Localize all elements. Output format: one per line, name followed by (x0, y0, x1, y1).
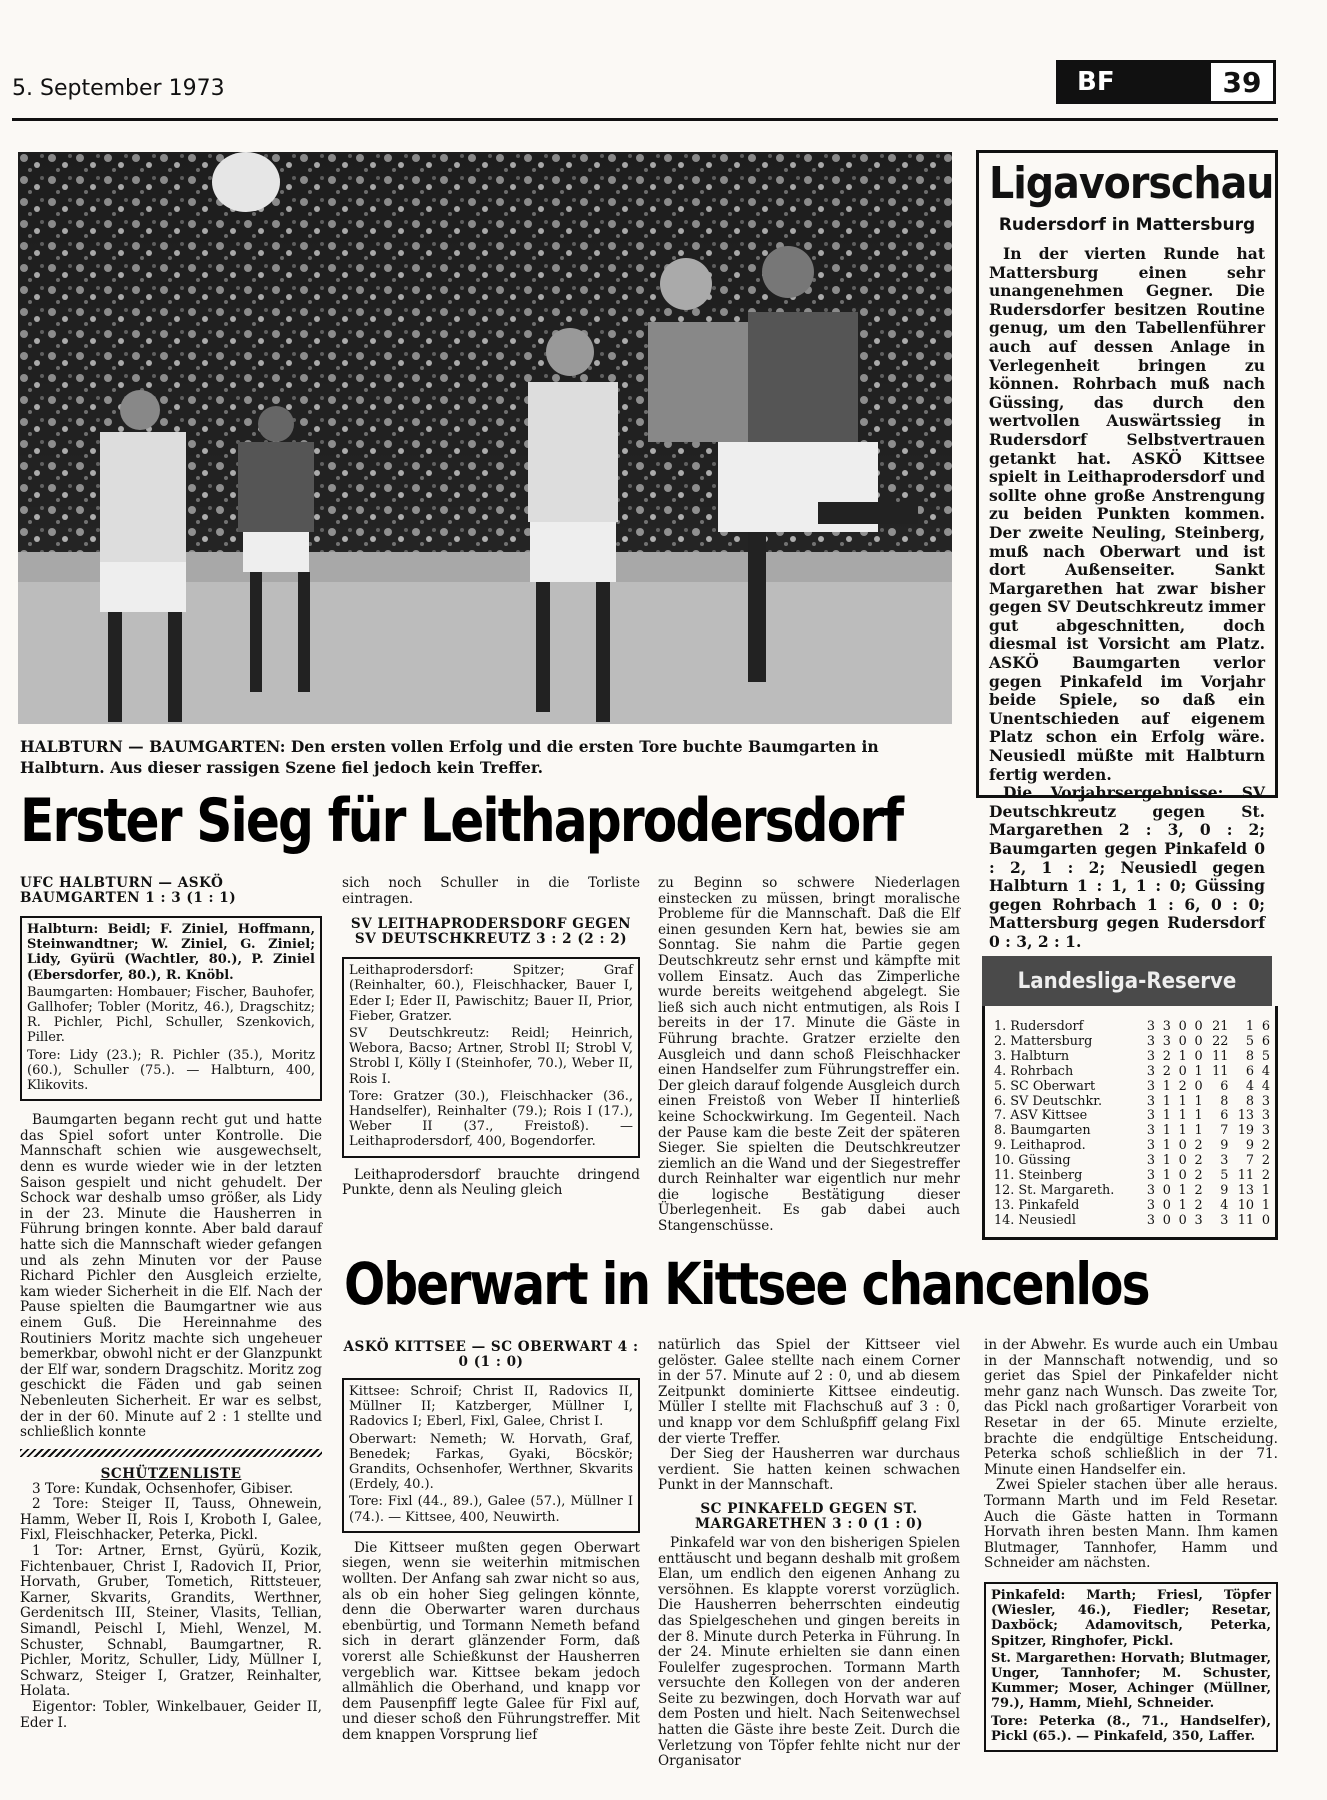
table-cell: 8 (1245, 1048, 1255, 1064)
table-cell: 10 (1237, 1197, 1255, 1213)
table-cell: 3 (1146, 1078, 1156, 1094)
header-rule (12, 118, 1278, 121)
sidebar-ligavorschau (976, 150, 1278, 951)
table-row (994, 1020, 1270, 1035)
table-cell: 4 (1261, 1063, 1270, 1079)
schuetzen-eigentor: Eigentor: Tobler, Winkelbauer, Geider II, Eder I. (20, 1699, 322, 1731)
table-cell: 11 (1237, 1212, 1255, 1228)
table-cell: 4 (1220, 1197, 1229, 1213)
sidebar-paragraph-1: In der vierten Runde hat Mattersburg einen sehr unangenehmen Gegner. Die Rudersdorfer besitzen Routine genug, um den Tabellenführer auch auf dessen Anlage in Verlegenheit bringen zu können. Rohrbach muß nach Güssing, das durch den wertvollen Auswärtssieg in Rudersdorf Selbstvertrauen getankt hat. ASKÖ Kittsee spielt in Leithaprodersdorf und sollte ohne große Anstrengung zu beiden Punkten kommen. Der zweite Neuling, Steinberg, muß nach Oberwart und ist dort Außenseiter. Sankt Margarethen hat zwar bisher gegen SV Deutschkreutz immer gut abgeschnitten, doch diesmal ist Vorsicht am Platz. ASKÖ Baumgarten verlor gegen Pinkafeld im Vorjahr beide Spiele, so daß ein Unentschieden auf eigenem Platz schon ein Erfolg wäre. Neusiedl müßte mit Halbturn fertig werden. (989, 244, 1265, 784)
caption-text: Den ersten vollen Erfolg und die ersten Tore buchte Baumgarten in Halbturn. Aus dieser rassigen Szene fiel jedoch kein Treffer. (20, 737, 879, 777)
table-cell: 3 (1146, 1019, 1156, 1034)
schuetzen-3: 3 Tore: Kundak, Ochsenhofer, Gibiser. (32, 1480, 294, 1497)
table-row (994, 1065, 1270, 1080)
article2-paragraph-1: Die Kittseer mußten gegen Oberwart siegen, wenn sie weiterhin mitmischen wollten. Der Anfang sah zwar nicht so aus, als ob ein hoher Sieg gelingen könnte, denn die Oberwarter waren durchaus ebenbürtig, und Tormann Nemeth befand sich in derart glänzender Form, daß vorerst alle Schießkunst der Hausherren vergeblich war. Kittsee bekam jedoch allmählich die Oberhand, und knapp vor dem Pausenpfiff legte Galee für Fixl auf, und dieser schoß den Führungstreffer. Mit dem knappen Vorsprung lief (342, 1539, 640, 1743)
photo-caption (20, 736, 952, 778)
table-cell: 2 (1261, 1138, 1270, 1154)
team-name: 9. Leithaprod. (994, 1138, 1086, 1154)
table-cell: 3 (1162, 1019, 1171, 1034)
team-name: 11. Steinberg (994, 1168, 1083, 1184)
table-cell: 6 (1261, 1033, 1270, 1049)
table-cell: 0 (1194, 1033, 1203, 1049)
article2-paragraph-2: natürlich das Spiel der Kittseer viel gelöster. Galee stellte nach einem Corner in der 57. Minute auf 2 : 0, und ab diesem Zeitpunkt dominierte Kittsee eindeutig. Müller I stellte mit Flachschuß auf 3 : 0, und knapp vor dem Schlußpfiff gelang Fixl der vierte Treffer. (658, 1337, 960, 1447)
table-cell: 0 (1162, 1197, 1171, 1213)
table-cell: 1 (1162, 1108, 1171, 1124)
table-cell: 8 (1220, 1093, 1229, 1109)
table-cell: 0 (1162, 1182, 1171, 1198)
column-4 (342, 1340, 640, 1744)
table-row (994, 1035, 1270, 1050)
table-row (994, 1109, 1270, 1124)
lineup-kittsee: Kittsee: Schroif; Christ II, Radovics II, Müllner II; Katzberger, Müllner I, Radovics I; Eberl, Fixl, Galee, Christ I. (349, 1384, 633, 1430)
lineup-box-halbturn (20, 916, 322, 1101)
column-1 (20, 876, 322, 1731)
table-cell: 1 (1162, 1138, 1171, 1154)
sidebar-title: Ligavorschau (989, 158, 1274, 209)
table-cell: 4 (1261, 1078, 1270, 1094)
table-cell: 3 (1261, 1108, 1270, 1124)
table-cell: 7 (1220, 1123, 1229, 1139)
lineup-box-kittsee (342, 1378, 640, 1533)
table-row (994, 1184, 1270, 1199)
article2-paragraph-4b: Zwei Spieler stachen über alle heraus. Tormann Marth und im Feld Resetar. Auch die Gäste hatten in Tormann Horvath ihren besten Mann. Ihm kamen Blutmager, Tannhofer, Hamm und Schneider am nächsten. (984, 1477, 1278, 1572)
table-cell: 0 (1178, 1019, 1187, 1034)
table-cell: 2 (1178, 1078, 1187, 1094)
table-cell: 7 (1245, 1153, 1255, 1169)
table-cell: 5 (1220, 1168, 1229, 1184)
table-cell: 3 (1261, 1093, 1270, 1109)
table-cell: 3 (1146, 1063, 1156, 1079)
goals-halbturn: Tore: Lidy (23.); R. Pichler (35.), Moritz (60.), Schuller (75.). — Halbturn, 400, Klikovits. (27, 1047, 315, 1094)
table-cell: 0 (1178, 1138, 1187, 1154)
article1-paragraph-3: zu Beginn so schwere Niederlagen einstecken zu müssen, bringt moralische Probleme für die Mannschaft. Daß die Elf einen gesunden Kern hat, bewies sie am Sonntag. Sie nahm die Partie gegen Deutschkreutz sehr ernst und kämpfte mit vollem Einsatz. Auch das Zimperliche wurde bereits weitgehend abgelegt. Sie ließ sich auch nicht entmutigen, als Rois I bereits in der 17. Minute die Gäste in Führung brachte. Gratzer erzielte den Ausgleich und dann schoß Fleischhacker einen Handselfer zum Führungstreffer ein. Der gleich darauf folgende Ausgleich durch einen Freistoß von Weber II hinterließ keine Schockwirkung. Im Gegenteil. Nach der Pause kam die beste Zeit der späteren Sieger. Sie spielten die Deutschkreutzer ziemlich an die Wand und der Siegestreffer durch Reinhalter war eigentlich nur mehr die logische Bestätigung dieser Überlegenheit. Es gab dabei auch Stangenschüsse. (658, 875, 960, 1235)
table-cell: 3 (1146, 1197, 1156, 1213)
table-cell: 3 (1261, 1123, 1270, 1139)
match-title-leitha: SV LEITHAPRODERSDORF GEGEN SV DEUTSCHKREUTZ 3 : 2 (2 : 2) (350, 916, 632, 948)
table-row (994, 1199, 1270, 1214)
table-cell: 2 (1162, 1063, 1171, 1079)
table-cell: 0 (1178, 1063, 1187, 1079)
article2-paragraph-3: Pinkafeld war von den bisherigen Spielen enttäuscht und begann deshalb mit großem Elan, um endlich den eigenen Anhang zu versöhnen. Es klappte vorerst vorzüglich. Die Hausherren beherrschten eindeutig das Spielgeschehen und gingen bereits in der 8. Minute durch Peterka in Führung. In der 24. Minute erhielten sie dann einen Foulelfer zugesprochen. Tormann Marth versuchte den Kollegen von der anderen Seite zu bezwingen, doch Horvath war auf dem Posten und hielt. Nach Seitenwechsel hatten die Gäste ihre beste Zeit. Durch die Verletzung von Töpfer fehlte nicht nur der Organisator (658, 1534, 961, 1770)
team-name: 7. ASV Kittsee (994, 1108, 1088, 1124)
table-cell: 6 (1220, 1078, 1229, 1094)
table-cell: 0 (1178, 1153, 1187, 1169)
table-cell: 2 (1194, 1138, 1203, 1154)
table-cell: 3 (1146, 1182, 1156, 1198)
team-name: 10. Güssing (994, 1153, 1071, 1169)
table-cell: 3 (1146, 1048, 1156, 1064)
article1-continued (342, 876, 640, 907)
team-name: 5. SC Oberwart (994, 1078, 1096, 1094)
table-cell: 9 (1220, 1182, 1229, 1198)
team-name: 13. Pinkafeld (994, 1197, 1080, 1213)
table-cell: 11 (1212, 1063, 1229, 1079)
table-cell: 1 (1261, 1197, 1270, 1213)
photo-illustration (18, 152, 952, 724)
lineup-oberwart: Oberwart: Nemeth; W. Horvath, Graf, Benedek; Farkas, Gyaki, Böcskör; Grandits, Ochsenhofer, Werthner, Skvarits (Erdely, 40.). (349, 1431, 633, 1493)
lineup-leitha: Leithaprodersdorf: Spitzer; Graf (Reinhalter, 60.), Fleischhacker, Bauer I, Eder I; Eder II, Pawischitz; Bauer II, Prior, Fieber, Gratzer. (349, 963, 633, 1024)
match-title-halbturn: UFC HALBTURN — ASKÖ BAUMGARTEN 1 : 3 (1 : 1) (20, 875, 237, 906)
table-cell: 3 (1220, 1153, 1229, 1169)
headline-oberwart: Oberwart in Kittsee chancenlos (344, 1250, 1149, 1318)
table-cell: 2 (1194, 1182, 1203, 1198)
table-row (994, 1169, 1270, 1184)
table-row (994, 1050, 1270, 1065)
table-cell: 5 (1261, 1048, 1270, 1064)
table-cell: 11 (1237, 1168, 1255, 1184)
caption-lead: HALBTURN — BAUMGARTEN: (20, 737, 286, 756)
table-cell: 8 (1245, 1093, 1255, 1109)
schuetzen-1: 1 Tor: Artner, Ernst, Gyürü, Kozik, Fichtenbauer, Christ I, Radovich II, Prior, Horvath, Gruber, Tometich, Rittsteuer, Karner, Skvarits, Grandits, Werthner, Gerdenitsch III, Steiner, Vlasits, Tellian, Simandl, Peischl I, Miehl, Wenzel, M. Schuster, Schnabl, Baumgartner, R. Pichler, Moritz, Schuller, Lidy, Müllner I, Schwarz, Steiger I, Gratzer, Reinhalter, Holata. (20, 1543, 322, 1700)
table-cell: 22 (1212, 1033, 1229, 1049)
table-cell: 1 (1194, 1108, 1203, 1124)
table-cell: 1 (1194, 1123, 1203, 1139)
lineup-st-margarethen: St. Margarethen: Horvath; Blutmager, Unger, Tannhofer; M. Schuster, Kummer; Moser, Achinger (Müllner, 79.), Hamm, Miehl, Schneider. (991, 1650, 1271, 1712)
table-row (994, 1154, 1270, 1169)
table-cell: 5 (1245, 1033, 1255, 1049)
sidebar-subtitle: Rudersdorf in Mattersburg (998, 215, 1256, 235)
table-cell: 6 (1245, 1063, 1255, 1079)
article2-text-4 (984, 1338, 1278, 1572)
table-cell: 13 (1237, 1182, 1255, 1198)
lineup-baumgarten: Baumgarten: Hombauer; Fischer, Bauhofer, Gallhofer; Tobler (Moritz, 46.), Dragschitz; R. Pichler, Pichl, Schuller, Szenkovich, Piller. (27, 984, 315, 1046)
table-row (994, 1095, 1270, 1110)
table-cell: 1 (1178, 1093, 1187, 1109)
team-name: 8. Baumgarten (994, 1123, 1091, 1139)
table-cell: 1 (1194, 1063, 1203, 1079)
table-cell: 0 (1261, 1212, 1270, 1228)
table-cell: 0 (1194, 1078, 1203, 1094)
table-cell: 3 (1146, 1108, 1156, 1124)
table-cell: 6 (1261, 1019, 1270, 1034)
table-cell: 1 (1245, 1019, 1255, 1034)
goals-kittsee: Tore: Fixl (44., 89.), Galee (57.), Müllner I (74.). — Kittsee, 400, Neuwirth. (349, 1494, 633, 1525)
article1-text-3 (658, 876, 960, 1235)
page-number: 39 (1208, 63, 1273, 101)
landesliga-header: Landesliga-Reserve (982, 956, 1272, 1006)
table-row (994, 1080, 1270, 1095)
team-name: 2. Mattersburg (994, 1033, 1093, 1049)
article2-text-2 (658, 1338, 960, 1494)
table-row (994, 1139, 1270, 1154)
table-cell: 0 (1194, 1019, 1203, 1034)
match-photo (18, 152, 952, 724)
table-cell: 21 (1212, 1019, 1229, 1034)
lineup-halbturn: Halbturn: Beidl; F. Ziniel, Hoffmann, Steinwandtner; W. Ziniel, G. Ziniel; Lidy, Gyürü (Wachtler, 80.), P. Ziniel (Ebersdorfer, 80.), R. Knöbl. (27, 922, 315, 983)
table-row (994, 1214, 1270, 1229)
table-cell: 1 (1162, 1093, 1171, 1109)
table-cell: 1 (1178, 1182, 1187, 1198)
table-cell: 11 (1212, 1048, 1229, 1064)
table-cell: 1 (1178, 1197, 1187, 1213)
table-cell: 19 (1237, 1123, 1255, 1139)
team-name: 3. Halbturn (994, 1048, 1070, 1064)
table-cell: 9 (1220, 1138, 1229, 1154)
table-cell: 3 (1146, 1153, 1156, 1169)
table-cell: 2 (1261, 1153, 1270, 1169)
table-cell: 1 (1162, 1153, 1171, 1169)
table-cell: 1 (1162, 1078, 1171, 1094)
table-cell: 1 (1178, 1123, 1187, 1139)
table-cell: 1 (1178, 1048, 1187, 1064)
table-cell: 0 (1178, 1212, 1187, 1228)
article1-text (20, 1113, 322, 1440)
table-cell: 3 (1146, 1212, 1156, 1228)
table-cell: 3 (1146, 1138, 1156, 1154)
table-cell: 4 (1245, 1078, 1255, 1094)
team-name: 4. Rohrbach (994, 1063, 1074, 1079)
table-cell: 3 (1162, 1033, 1171, 1049)
table-cell: 1 (1162, 1168, 1171, 1184)
table-cell: 2 (1194, 1153, 1203, 1169)
schuetzenliste (20, 1467, 322, 1732)
column-2 (342, 876, 640, 1199)
match-title-pinkafeld: SC PINKAFELD GEGEN ST. MARGARETHEN 3 : 0 (1 : 0) (694, 1500, 924, 1532)
table-cell: 0 (1162, 1212, 1171, 1228)
table-cell: 1 (1194, 1093, 1203, 1109)
issue-date: 5. September 1973 (12, 76, 225, 101)
table-cell: 2 (1194, 1197, 1203, 1213)
headline-erster-sieg: Erster Sieg für Leithaprodersdorf (20, 786, 903, 856)
table-row (994, 1124, 1270, 1139)
goals-pinkafeld: Tore: Peterka (8., 71., Handselfer), Pickl (65.). — Pinkafeld, 350, Laffer. (991, 1713, 1271, 1744)
table-cell: 1 (1162, 1123, 1171, 1139)
schuetzen-title: SCHÜTZENLISTE (100, 1465, 242, 1482)
team-name: 12. St. Margareth. (994, 1182, 1115, 1198)
table-cell: 0 (1178, 1033, 1187, 1049)
article2-paragraph-4: in der Abwehr. Es wurde auch ein Umbau in der Mannschaft notwendig, und so geriet das Spiel der Pinkafelder nicht mehr ganz nach Wunsch. Das zweite Tor, das Pickl nach großartiger Vorarbeit von Resetar in der 65. Minute erzielte, brachte die endgültige Entscheidung. Peterka schoß schließlich in der 71. Minute einen Handselfer ein. (984, 1337, 1278, 1478)
article2-paragraph-2b: Der Sieg der Hausherren war durchaus verdient. Sie hatten keinen schwachen Punkt in der Mannschaft. (658, 1446, 960, 1494)
table-cell: 6 (1220, 1108, 1229, 1124)
table-cell: 0 (1194, 1048, 1203, 1064)
team-name: 6. SV Deutschkr. (994, 1093, 1103, 1109)
table-cell: 3 (1194, 1212, 1203, 1228)
article1-paragraph-2: Leithaprodersdorf brauchte dringend Punkte, denn als Neuling gleich (342, 1166, 640, 1199)
table-cell: 13 (1237, 1108, 1255, 1124)
table-cell: 3 (1146, 1093, 1156, 1109)
paper-name: BF (1059, 63, 1208, 101)
table-cell: 2 (1162, 1048, 1171, 1064)
table-cell: 3 (1146, 1033, 1156, 1049)
article2-text-1 (342, 1541, 640, 1744)
table-cell: 1 (1178, 1108, 1187, 1124)
landesliga-table (994, 1020, 1270, 1229)
lineup-box-leitha (342, 957, 640, 1157)
page-badge (1056, 60, 1276, 104)
column-5 (658, 1338, 960, 1770)
table-cell: 9 (1245, 1138, 1255, 1154)
table-cell: 3 (1146, 1168, 1156, 1184)
article1-paragraph: Baumgarten begann recht gut und hatte das Spiel sofort unter Kontrolle. Die Mannschaft schien wie ausgewechselt, denn es wurde wieder wie in der letzten Saison gespielt und nicht gehudelt. Der Schock war deshalb umso größer, als Lidy in der 23. Minute die Hausherren in Führung bringen konnte. Aber bald darauf hatte sich die Mannschaft wieder gefangen und als zehn Minuten vor der Pause Richard Pichler den Ausgleich erzielte, kam wieder Sicherheit in die Elf. Nach der Pause spielten die Baumgartner wie aus einem Guß. Die Hereinnahme des Routiniers Moritz machte sich ungeheuer bemerkbar, obwohl nicht er der Glanzpunkt der Elf war, sondern Dragschitz. Moritz zog geschickt die Fäden und gab seinen Nebenleuten Sicherheit. Er war es selbst, der in der 60. Minute auf 2 : 1 stellte und schließlich konnte (20, 1112, 322, 1441)
table-cell: 1 (1261, 1182, 1270, 1198)
team-name: 14. Neusiedl (994, 1212, 1076, 1228)
article1-text-2 (342, 1168, 640, 1199)
schuetzen-2: 2 Tore: Steiger II, Tauss, Ohnewein, Hamm, Weber II, Rois I, Kroboth I, Galee, Fixl, Fleischhacker, Peterka, Pickl. (20, 1496, 322, 1544)
sidebar-text (989, 245, 1265, 952)
goals-leitha: Tore: Gratzer (30.), Fleischhacker (36., Handselfer), Reinhalter (79.); Rois I (17.), Weber II (37., Freistoß). — Leithaprodersdorf, 400, Bogendorfer. (349, 1088, 633, 1150)
sidebar-paragraph-2: Die Vorjahrsergebnisse: SV Deutschkreutz gegen St. Margarethen 2 : 3, 0 : 2; Baumgarten gegen Pinkafeld 0 : 2, 1 : 2; Neusiedl gegen Halbturn 1 : 1, 1 : 0; Güssing gegen Rohrbach 1 : 6, 0 : 0; Mattersburg gegen Rudersdorf 0 : 3, 2 : 1. (989, 783, 1265, 951)
column-3 (658, 876, 960, 1235)
lineup-deutschkreutz: SV Deutschkreutz: Reidl; Heinrich, Webora, Bacso; Artner, Strobl II; Strobl V, Strobl I, Kölly I (Steinhofer, 70.), Weber II, Rois I. (349, 1026, 633, 1087)
table-cell: 2 (1261, 1168, 1270, 1184)
table-cell: 3 (1220, 1212, 1229, 1228)
team-name: 1. Rudersdorf (994, 1019, 1084, 1034)
match-title-kittsee: ASKÖ KITTSEE — SC OBERWART 4 : 0 (1 : 0) (343, 1339, 639, 1370)
lineup-box-pinkafeld (984, 1582, 1278, 1752)
table-cell: 3 (1146, 1123, 1156, 1139)
article2-text-3 (658, 1536, 960, 1770)
lineup-pinkafeld: Pinkafeld: Marth; Friesl, Töpfer (Wiesler, 46.), Fiedler; Resetar, Daxböck; Adamovitsch, Peterka, Spitzer, Ringhofer, Pickl. (991, 1587, 1271, 1649)
table-cell: 0 (1178, 1168, 1187, 1184)
zigzag-divider (20, 1449, 322, 1457)
table-cell: 2 (1194, 1168, 1203, 1184)
article1-text-b: sich noch Schuller in die Torliste eintragen. (342, 875, 640, 907)
column-6 (984, 1338, 1278, 1752)
